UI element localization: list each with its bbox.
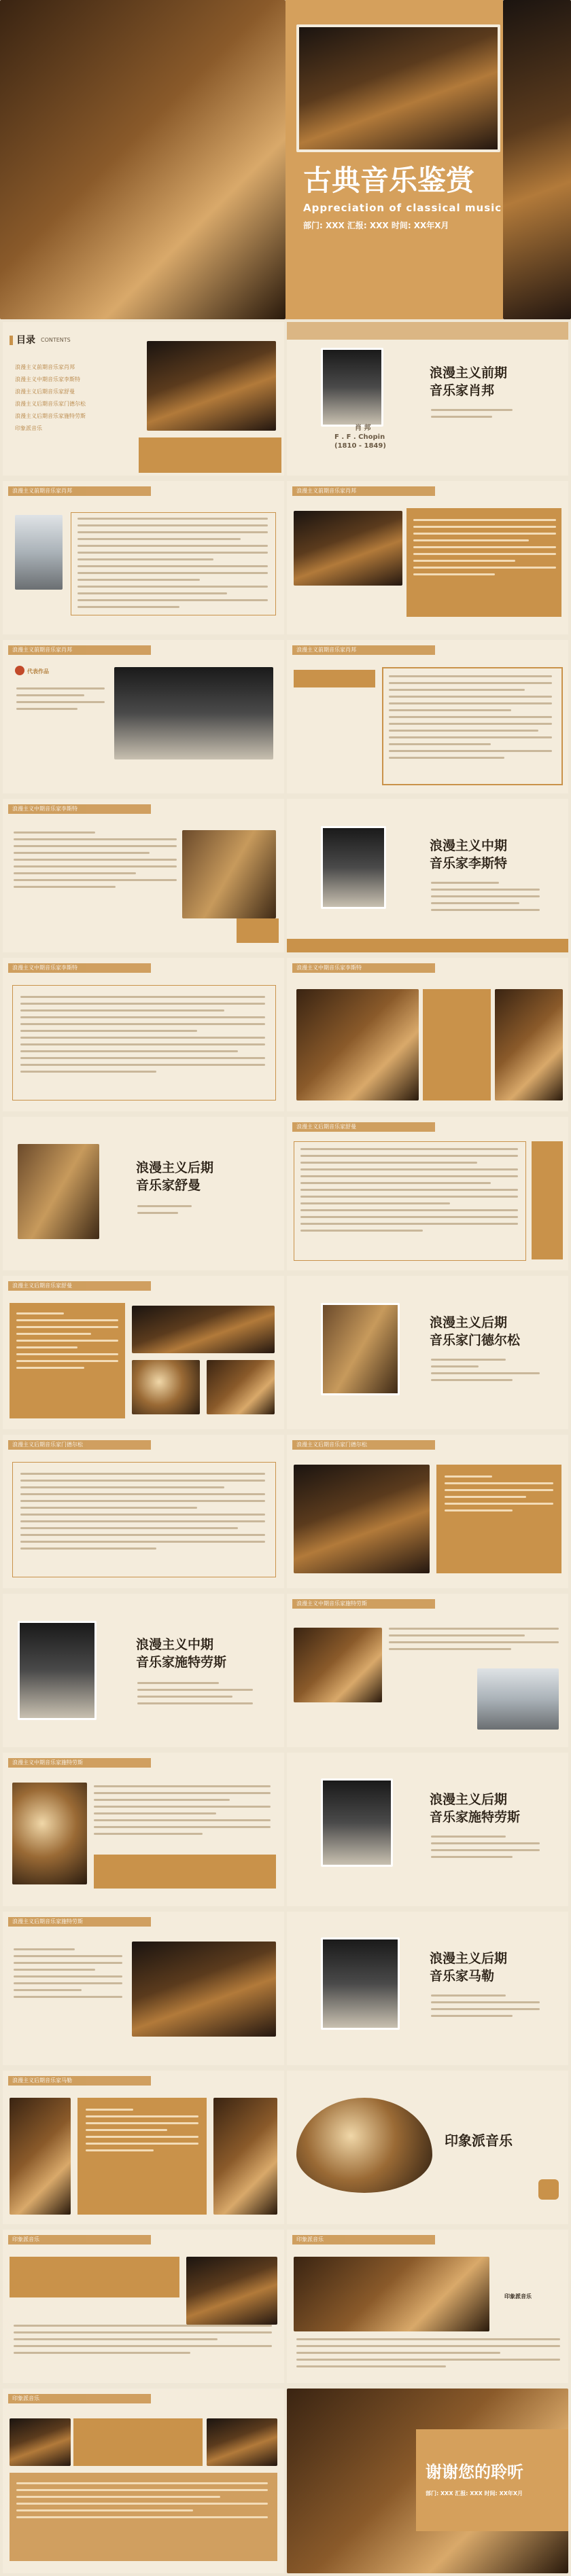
impression-intro-slide (3, 2230, 284, 2383)
liszt-bio-text (20, 996, 265, 1077)
section-tab (8, 1440, 151, 1450)
section-tab-label: 浪漫主义中期音乐家李斯特 (12, 965, 77, 971)
liszt-title-slide (287, 799, 568, 952)
toc-accent (139, 437, 281, 473)
mahler-works-text (86, 2109, 198, 2156)
schumann-bio-text (300, 1148, 518, 1236)
cover-meta: 部门: XXX 汇报: XXX 时间: XX年X月 (303, 221, 449, 230)
works-heading: 代表作品 (27, 668, 49, 675)
strauss-portrait (18, 1621, 97, 1720)
impression-title: 印象派音乐 (445, 2132, 513, 2149)
cover-subtitle: Appreciation of classical music (303, 202, 502, 214)
strauss-bio-slide (287, 1594, 568, 1747)
section-tab-label: 浪漫主义后期音乐家门德尔松 (12, 1442, 83, 1448)
section-tab-label: 浪漫主义中期音乐家李斯特 (296, 965, 362, 971)
toc-heading-en: CONTENTS (41, 337, 71, 343)
impression-works-text (16, 2482, 268, 2523)
section-tab-label: 浪漫主义后期音乐家马勒 (12, 2077, 72, 2083)
piano-text (413, 519, 556, 580)
section-tab (292, 1122, 435, 1132)
chopin-works-slide (3, 640, 284, 793)
rstrauss-title-slide (287, 1753, 568, 1906)
works-list (16, 687, 105, 715)
cover-row (0, 0, 571, 319)
section-tab (292, 486, 435, 496)
row-8 (0, 1432, 571, 1591)
row-4 (0, 796, 571, 955)
cover-title: 古典音乐鉴赏 (303, 164, 475, 197)
toc-item-3[interactable]: 浪漫主义后期音乐家舒曼 (15, 389, 75, 395)
cymbal-photo (296, 2098, 432, 2193)
impression-theater-slide (287, 2230, 568, 2383)
performer-photo (294, 1628, 382, 1702)
section-tab-label: 浪漫主义中期音乐家施特劳斯 (296, 1600, 367, 1607)
piano-keys-photo (294, 511, 402, 586)
impression-heading: 印象派音乐 (504, 2293, 532, 2300)
label-block (294, 670, 375, 687)
section-tab (8, 1917, 151, 1927)
liszt-portrait (321, 826, 386, 909)
row-6 (0, 1114, 571, 1273)
mendelssohn-bio-slide (3, 1435, 284, 1588)
hall-photo-right (213, 2098, 277, 2215)
mahler-title: 浪漫主义后期 音乐家马勒 (430, 1951, 508, 1984)
hall-photo (296, 989, 419, 1101)
section-tab-label: 浪漫主义中期音乐家李斯特 (12, 806, 77, 812)
section-tab (8, 963, 151, 973)
section-tab-label: 印象派音乐 (12, 2395, 39, 2401)
section-tab-label: 浪漫主义前期音乐家肖邦 (12, 647, 72, 653)
violin-photo (12, 1783, 87, 1884)
section-tab (8, 2235, 151, 2244)
mendelssohn-meta-lines (431, 1359, 540, 1386)
mendelssohn-portrait (321, 1303, 400, 1395)
schumann-bio-slide (287, 1117, 568, 1270)
silhouette-photo (182, 830, 276, 918)
accent-block (94, 1855, 276, 1889)
toc-item-5[interactable]: 浪漫主义后期音乐家施特劳斯 (15, 413, 86, 419)
section-tab-label: 印象派音乐 (296, 2236, 324, 2242)
theater-photo (294, 2257, 489, 2331)
toc-item-4[interactable]: 浪漫主义后期音乐家门德尔松 (15, 401, 86, 407)
accent-corner (237, 918, 279, 943)
violin-photo (132, 1360, 200, 1414)
section-tab (8, 2076, 151, 2086)
strauss-meta-lines (137, 1682, 253, 1709)
section-tab-label: 浪漫主义前期音乐家肖邦 (12, 488, 72, 494)
chopin-years: (1810 - 1849) (334, 442, 386, 450)
toc-slide (3, 322, 284, 476)
rstrauss-title: 浪漫主义后期 音乐家施特劳斯 (430, 1792, 521, 1825)
concert-hall-photo (294, 1465, 430, 1573)
stage-photo (207, 2418, 277, 2466)
row-12 (0, 2068, 571, 2227)
chopin-piano-slide (287, 481, 568, 634)
mendelssohn-title-slide (287, 1276, 568, 1429)
conductor-photo (132, 1942, 276, 2037)
row-9 (0, 1591, 571, 1750)
bottom-band (287, 939, 568, 952)
rstrauss-bio-text (14, 1948, 122, 2003)
thanks-title: 谢谢您的聆听 (426, 2462, 523, 2482)
schumann-title: 浪漫主义后期 音乐家舒曼 (136, 1160, 214, 1193)
mahler-portrait (321, 1937, 400, 2030)
piano-photo (10, 2418, 71, 2466)
section-tab-label: 浪漫主义后期音乐家舒曼 (296, 1124, 356, 1130)
schumann-portrait (18, 1144, 99, 1239)
section-tab (292, 2235, 435, 2244)
impression-works-slide (3, 2389, 284, 2573)
schumann-works-text (16, 1312, 118, 1374)
impression-theater-text (296, 2338, 560, 2372)
side-accent (532, 1141, 563, 1259)
mahler-works-slide (3, 2071, 284, 2224)
library-photo (0, 0, 286, 319)
pianist-photo (477, 1668, 559, 1730)
chopin-en: F . F . Chopin (334, 433, 385, 441)
strauss-title: 浪漫主义中期 音乐家施特劳斯 (136, 1637, 227, 1670)
row-3 (0, 637, 571, 796)
chopin-title: 浪漫主义前期 音乐家肖邦 (430, 365, 508, 398)
row-13 (0, 2227, 571, 2386)
section-tab-label: 印象派音乐 (12, 2236, 39, 2242)
hall-photo (207, 1360, 275, 1414)
section-tab (292, 1440, 435, 1450)
section-tab (292, 645, 435, 655)
row-1 (0, 319, 571, 478)
section-tab (292, 963, 435, 973)
impression-intro-text (14, 2325, 272, 2359)
toc-heading: 目录 (16, 335, 35, 346)
liszt-intro-slide (3, 799, 284, 952)
section-tab (8, 804, 151, 814)
liszt-bio-slide (3, 958, 284, 1111)
row-10 (0, 1750, 571, 1909)
strauss-works-text (94, 1785, 271, 1840)
chopin-portrait (321, 348, 383, 427)
chopin-name: 肖 邦 (355, 425, 371, 432)
mendelssohn-hall-slide (287, 1435, 568, 1588)
hall-photo-2 (495, 989, 563, 1101)
strauss-works-slide (3, 1753, 284, 1906)
mahler-title-slide (287, 1912, 568, 2065)
section-tab-label: 浪漫主义前期音乐家肖邦 (296, 647, 356, 653)
schumann-meta-lines (137, 1205, 246, 1219)
hall-photo (147, 341, 276, 431)
section-tab (292, 1599, 435, 1609)
pianist-photo (15, 515, 63, 590)
schumann-title-slide (3, 1117, 284, 1270)
section-tab-label: 浪漫主义中期音乐家施特劳斯 (12, 1759, 83, 1766)
chopin-summary-slide (287, 640, 568, 793)
text-panel (423, 989, 491, 1101)
thanks-slide (287, 2389, 568, 2573)
section-tab (8, 645, 151, 655)
mendelssohn-bio-text (20, 1473, 265, 1554)
row-5 (0, 955, 571, 1114)
liszt-intro-text (14, 831, 177, 893)
stage-photo (132, 1306, 275, 1353)
row-2 (0, 478, 571, 637)
chopin-title-slide (287, 322, 568, 476)
hall-photo-left (10, 2098, 71, 2215)
section-tab (8, 2394, 151, 2403)
section-tab-label: 浪漫主义前期音乐家肖邦 (296, 488, 356, 494)
schumann-works-slide (3, 1276, 284, 1429)
top-band (287, 322, 568, 340)
section-tab (8, 486, 151, 496)
label-panel (10, 2257, 179, 2297)
row-14 (0, 2386, 571, 2576)
piano-photo (186, 2257, 277, 2325)
liszt-title: 浪漫主义中期 音乐家李斯特 (430, 838, 508, 871)
row-7 (0, 1273, 571, 1432)
rstrauss-bio-slide (3, 1912, 284, 2065)
impression-title-slide (287, 2071, 568, 2224)
liszt-works-lines (431, 882, 540, 916)
chopin-intro-lines (431, 409, 533, 423)
library-photo-right (503, 0, 571, 319)
mahler-meta-lines (431, 1994, 540, 2022)
logo-badge (538, 2179, 559, 2200)
section-tab-label: 浪漫主义后期音乐家门德尔松 (296, 1442, 367, 1448)
liszt-hall-slide (287, 958, 568, 1111)
violin-photo (296, 24, 500, 152)
rstrauss-portrait (321, 1778, 393, 1867)
hall-text (445, 1475, 553, 1516)
record-icon (15, 666, 24, 675)
section-tab (8, 1758, 151, 1768)
toc-item-2[interactable]: 浪漫主义中期音乐家李斯特 (15, 376, 80, 382)
toc-item-6[interactable]: 印象派音乐 (15, 425, 42, 431)
rstrauss-meta-lines (431, 1836, 540, 1863)
section-tab-label: 浪漫主义后期音乐家施特劳斯 (12, 1918, 83, 1925)
toc-item-1[interactable]: 浪漫主义前期音乐家肖邦 (15, 364, 75, 370)
thanks-meta: 部门: XXX 汇报: XXX 时间: XX年X月 (426, 2490, 523, 2497)
chopin-bio-slide (3, 481, 284, 634)
bio-text (77, 518, 268, 613)
toc-bar (10, 336, 13, 345)
mendelssohn-title: 浪漫主义后期 音乐家门德尔松 (430, 1315, 521, 1348)
piano-hands-photo (114, 667, 273, 759)
section-tab-label: 浪漫主义后期音乐家舒曼 (12, 1283, 72, 1289)
summary-text (389, 675, 552, 764)
row-11 (0, 1909, 571, 2068)
strauss-bio-text (389, 1628, 559, 1655)
strauss-title-slide (3, 1594, 284, 1747)
section-tab (8, 1281, 151, 1291)
text-panel (73, 2418, 203, 2466)
